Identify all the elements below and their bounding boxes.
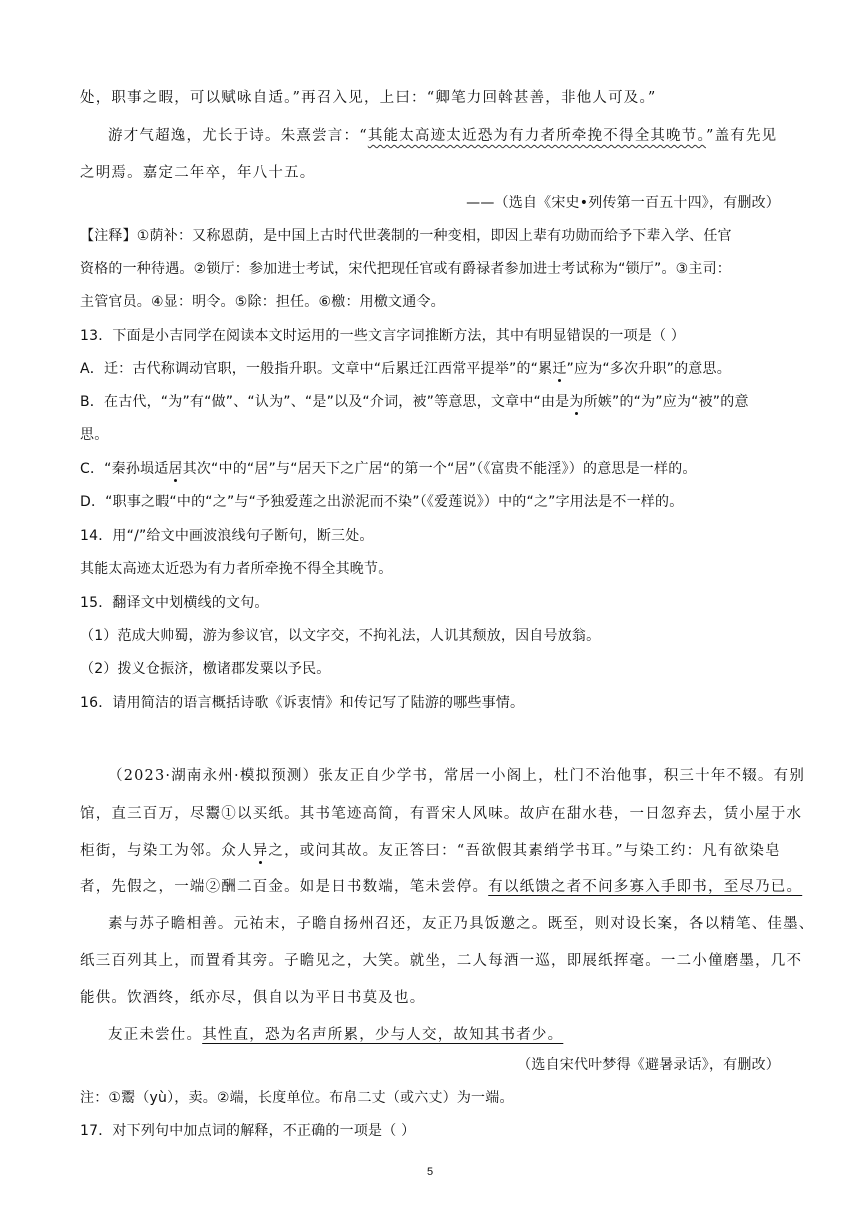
- passage2-line7: 能供。饮酒终，纸亦尽，俱自以为平日书莫及也。: [80, 990, 426, 1006]
- question-13-option-b-cont: 思。: [80, 427, 109, 443]
- notes1-line3: 主管官员。④显：明令。⑤除：担任。⑥檄：用檄文通令。: [80, 294, 445, 310]
- notes1-line2: 资格的一种待遇。②锁厅：参加进士考试，宋代把现任官或有爵禄者参加进士考试称为“锁厅”。③主司：: [80, 261, 732, 277]
- page-number: 5: [426, 1166, 434, 1178]
- question-13-option-b: B．在古代，“为”有“做”、“认为”、“是”以及“介词，被”等意思，文章中“由是为所嫉”的“为”应为“被”的意: [80, 394, 749, 410]
- question-16-stem: 16．请用简洁的语言概括诗歌《诉衷情》和传记写了陆游的哪些事情。: [80, 695, 525, 711]
- question-13-stem: 13．下面是小吉同学在阅读本文时运用的一些文言字词推断方法，其中有明显错误的一项是（ ）: [80, 328, 686, 344]
- notes1-line1: 【注释】①荫补：又称恩荫，是中国上古时代世袭制的一种变相，即因上辈有功勋而给予下辈入学、任官: [80, 228, 732, 244]
- question-13-option-c: C．“秦孙埙适居其次“中的“居”与“居天下之广居“的第一个“居”（《富贵不能淫》）的意思是一样的。: [80, 461, 697, 477]
- underlined-sentence: 其性直，恐为名声所累，少与人交，故知其书者少。: [202, 1027, 564, 1043]
- passage2-line6: 纸三百列其上，而置肴其旁。子瞻见之，大笑。就坐，二人每酒一巡，即展纸挥毫。一二小僮磨墨，几不: [80, 953, 803, 969]
- emphasis-dot-char: 迁: [552, 361, 567, 377]
- passage2-line4: 者，先假之，一端②酬二百金。如是日书数端，笔未尝停。有以纸馈之者不问多寡入手即书，至尽乃已。: [80, 879, 803, 895]
- underlined-sentence: 有以纸馈之者不问多寡入手即书，至尽乃已。: [488, 879, 803, 895]
- passage2-line8: 友正未尝仕。其性直，恐为名声所累，少与人交，故知其书者少。: [108, 1027, 564, 1043]
- question-13-option-d: D．“职事之暇“中的“之”与“予独爱莲之出淤泥而不染”（《爱莲说》）中的“之”字用法是不一样的。: [80, 494, 684, 510]
- passage2-line3: 柜街，与染工为邻。众人异之，或问其故。友正答曰：“吾欲假其素绡学书耳。”与染工约：凡有欲染皂: [80, 843, 781, 859]
- wavy-underlined-sentence: 其能太高迹太近恐为有力者所牵挽不得全其晚节。: [367, 128, 706, 144]
- question-13-option-a: A．迁：古代称调动官职，一般指升职。文章中“后累迁江西常平提举”的“累迁”应为“多次升职”的意思。: [80, 361, 731, 377]
- question-17-stem: 17．对下列句中加点词的解释，不正确的一项是（ ）: [80, 1123, 416, 1139]
- passage2-line1: （2023·湖南永州·模拟预测）张友正自少学书，常居一小阁上，杜门不治他事，积三十年不辍。有别: [108, 768, 806, 784]
- passage2-line2: 馆，直三百万，尽鬻①以买纸。其书笔迹高简，有晋宋人风味。故庐在甜水巷，一日忽弃去，赁小屋于水: [80, 806, 803, 822]
- passage1-line3: 之明焉。嘉定二年卒，年八十五。: [80, 165, 316, 181]
- emphasis-dot-char: 异: [252, 843, 269, 859]
- passage1-source: ——（选自《宋史•列传第一百五十四》，有删改）: [466, 195, 780, 211]
- passage2-note: 注：①鬻（yù），卖。②端，长度单位。布帛二丈（或六丈）为一端。: [80, 1090, 514, 1106]
- question-15-item-2: （2）拨义仓振济，檄诸郡发粟以予民。: [80, 661, 331, 677]
- question-15-item-1: （1）范成大帅蜀，游为参议官，以文字交，不拘礼法，人讥其颓放，因自号放翁。: [80, 628, 601, 644]
- emphasis-dot-char: 居: [168, 461, 183, 477]
- emphasis-dot-char: 为: [569, 394, 584, 410]
- question-14-text: 其能太高迹太近恐为有力者所牵挽不得全其晚节。: [80, 561, 393, 577]
- question-15-stem: 15．翻译文中划横线的文句。: [80, 595, 269, 611]
- passage1-line1: 处，职事之暇，可以赋咏自适。”再召入见，上曰：“卿笔力回斡甚善，非他人可及。”: [80, 90, 657, 106]
- passage2-source: （选自宋代叶梦得《避暑录话》，有删改）: [517, 1057, 780, 1073]
- passage1-line2: 游才气超逸，尤长于诗。朱熹尝言：“其能太高迹太近恐为有力者所牵挽不得全其晚节。”盖有先见: [108, 128, 778, 144]
- question-14-stem: 14．用“/”给文中画波浪线句子断句，断三处。: [80, 528, 374, 544]
- passage2-line5: 素与苏子瞻相善。元祐末，子瞻自扬州召还，友正乃具饭邀之。既至，则对设长案，各以精笔、佳墨、: [108, 916, 815, 932]
